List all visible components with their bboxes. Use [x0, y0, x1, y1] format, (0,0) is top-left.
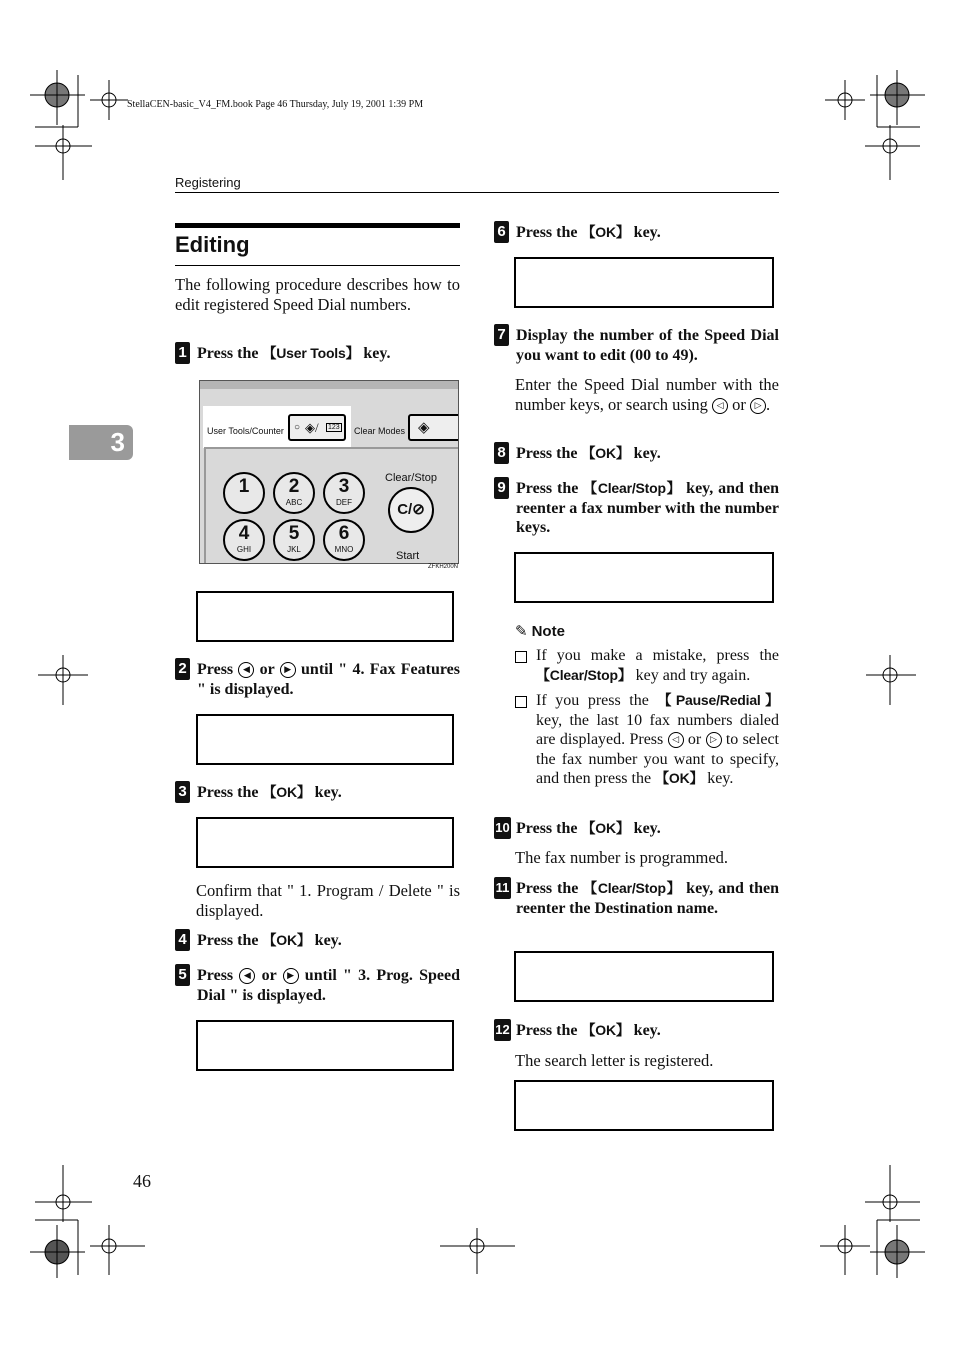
clear-modes-key: ◈: [408, 414, 459, 441]
step-number: 1: [175, 342, 190, 364]
step-12: 12 Press the 【OK】 key.: [494, 1019, 779, 1043]
registration-mark-icon: [805, 70, 935, 190]
number-key-5: 5 JKL: [273, 519, 315, 561]
left-arrow-icon: ◁: [712, 398, 728, 414]
step-number: 5: [175, 964, 190, 986]
step-7-body: Enter the Speed Dial number with the number keys, or search using ◁ or ▷ .: [515, 375, 779, 414]
step-7: [494, 324, 779, 368]
book-info-line: StellaCEN-basic_V4_FM.book Page 46 Thursday, July 19, 2001 1:39 PM: [127, 99, 424, 110]
step-9: 9 Press the 【Clear/Stop】 key, and then reenter a fax number with the number keys.: [494, 477, 779, 541]
pause-redial-key-label: 【Pause/Redial】: [657, 692, 779, 708]
left-arrow-icon: ◁: [668, 732, 684, 748]
pencil-note-icon: ✎: [515, 624, 528, 640]
right-arrow-icon: ▶: [283, 968, 299, 984]
number-key-1: 1: [223, 472, 265, 514]
lcd-display-program-delete: [196, 817, 454, 868]
lcd-display-label-insertion: [514, 1080, 774, 1131]
step-text: key.: [359, 345, 391, 362]
step-10: 10 Press the 【OK】 key.: [494, 817, 779, 841]
step-number: 3: [175, 781, 190, 803]
header-rule: [175, 192, 779, 193]
step-6: 6 Press the 【OK】 key.: [494, 221, 779, 245]
number-key-3: 3 DEF: [323, 472, 365, 514]
lcd-display-user-tools-counter: [196, 591, 454, 642]
step-number: 8: [494, 442, 509, 464]
step-number: 2: [175, 658, 190, 680]
note-bullet-1: If you make a mistake, press the 【Clear/Stop】 key and try again.: [515, 646, 779, 686]
step-number: 11: [494, 877, 511, 899]
step-number: 7: [494, 324, 509, 346]
page-number: 46: [133, 1171, 151, 1191]
step-number: 12: [494, 1019, 511, 1041]
number-key-6: 6 MNO: [323, 519, 365, 561]
lcd-display-enter-no: [514, 257, 774, 308]
intro-paragraph: The following procedure describes how to edit registered Speed Dial numbers.: [175, 275, 460, 314]
step-2: 2 Press ◀ or ▶ until " 4. Fax Features " is displayed.: [175, 658, 460, 702]
ok-key: 【OK】: [581, 820, 630, 836]
clear-stop-key: C/⊘: [388, 487, 434, 533]
step-number: 4: [175, 929, 190, 951]
control-panel-illustration: [199, 380, 459, 564]
ok-key: 【OK】: [581, 224, 630, 240]
step-number: 10: [494, 817, 511, 839]
clear-stop-key-label: 【Clear/Stop】: [583, 480, 682, 496]
ok-key: 【OK】: [581, 1022, 630, 1038]
user-tools-counter-label: User Tools/Counter: [207, 426, 284, 436]
number-key-4: 4 GHI: [223, 519, 265, 561]
left-arrow-icon: ◀: [239, 968, 255, 984]
note-bullet-2: If you press the 【Pause/Redial】 key, the last 10 fax numbers dialed are displayed. Press ◁ or ▷ to select the fax number you want to specify, and then press the 【OK】 key.: [515, 691, 779, 789]
ok-key: 【OK】: [262, 784, 311, 800]
note-heading: ✎ Note: [515, 623, 565, 640]
clear-stop-key-label: 【Clear/Stop】: [583, 880, 682, 896]
registration-mark-icon: [805, 1160, 935, 1280]
step-11: 11 Press the 【Clear/Stop】 key, and then reenter the Destination name.: [494, 877, 779, 941]
ok-key: 【OK】: [262, 932, 311, 948]
section-title: Editing: [175, 232, 250, 257]
lcd-display-fax-features: [196, 714, 454, 765]
clear-stop-label: Clear/Stop: [385, 472, 437, 484]
user-tools-counter-key: ○ ◈/ 123: [288, 414, 346, 441]
clear-stop-key-label: 【Clear/Stop】: [536, 666, 632, 683]
step-number: 9: [494, 477, 509, 499]
right-arrow-icon: ▶: [280, 662, 296, 678]
user-tools-key: 【User Tools】: [262, 345, 360, 361]
step-12-body: The search letter is registered.: [515, 1051, 714, 1070]
step-4: 4 Press the 【OK】 key.: [175, 929, 460, 953]
registration-mark-icon: [38, 655, 88, 705]
ok-key: 【OK】: [581, 445, 630, 461]
section-rule: [175, 265, 460, 266]
step-5: 5 Press ◀ or ▶ until " 3. Prog. Speed Dial " is displayed.: [175, 964, 460, 1008]
lcd-display-press-ok: [514, 552, 774, 603]
registration-mark-icon: [440, 1228, 515, 1278]
start-label: Start: [396, 550, 420, 562]
step-3-note: Confirm that " 1. Program / Delete " is displayed.: [196, 881, 460, 920]
counter-badge: 123: [328, 424, 340, 431]
step-3: 3 Press the 【OK】 key.: [175, 781, 460, 805]
left-arrow-icon: ◀: [238, 662, 254, 678]
step-8: 8 Press the 【OK】 key.: [494, 442, 779, 466]
chapter-tab: 3: [69, 425, 133, 460]
step-text: Display the number of the Speed Dial you want to edit (00 to 49).: [516, 327, 779, 364]
step-10-body: The fax number is programmed.: [515, 848, 729, 867]
step-1: [175, 342, 460, 366]
registration-mark-icon: [866, 655, 916, 705]
step-text: Press the: [197, 345, 263, 362]
right-arrow-icon: ▷: [706, 732, 722, 748]
registration-mark-icon: [30, 70, 160, 190]
figure-code: ZFKH200N: [428, 564, 459, 570]
ok-key: 【OK】: [655, 770, 704, 786]
lcd-display-abc-company: [514, 951, 774, 1002]
number-key-2: 2 ABC: [273, 472, 315, 514]
lcd-display-prog-speed-dial: [196, 1020, 454, 1071]
section-bar: [175, 223, 460, 228]
step-number: 6: [494, 221, 509, 243]
clear-modes-label: Clear Modes: [354, 426, 406, 436]
right-arrow-icon: ▷: [750, 398, 766, 414]
running-header: Registering: [175, 175, 241, 190]
